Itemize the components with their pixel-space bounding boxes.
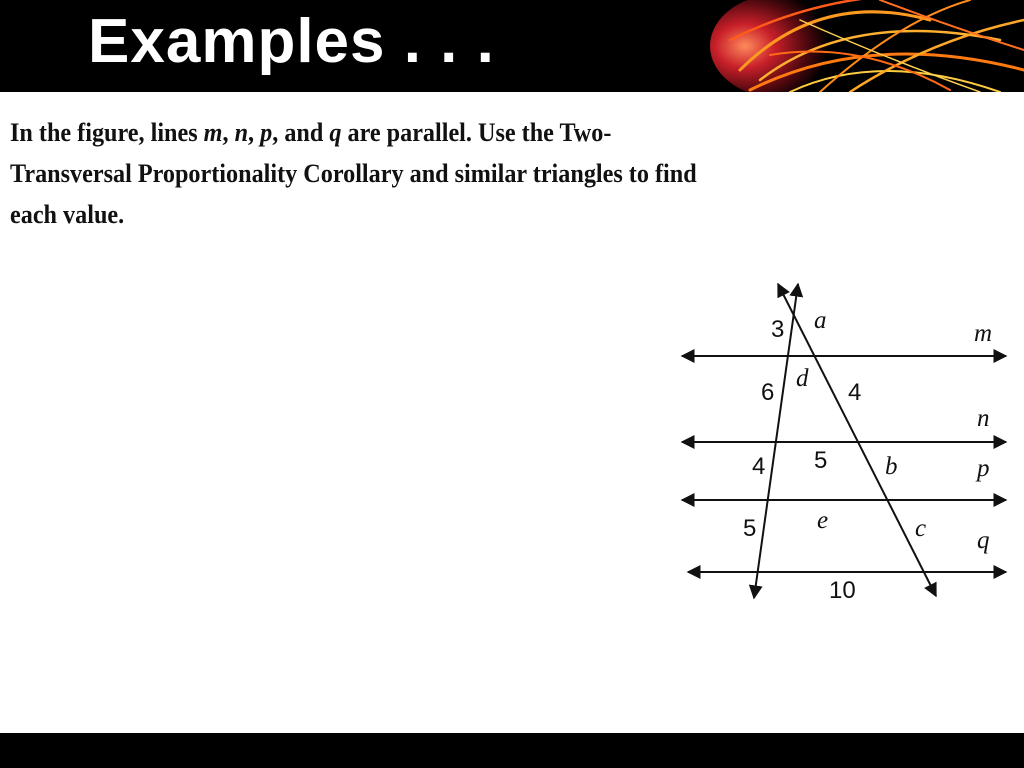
segment-label-5-interior: 5 [814,447,828,474]
var-n: n [234,118,249,147]
problem-text-part: , [248,118,261,147]
label-line-q: q [977,527,990,554]
slide-title: Examples . . . [88,7,495,76]
var-label-c: c [915,515,927,542]
segment-label-6: 6 [761,379,775,406]
var-label-a: a [814,307,827,334]
segment-label-4-right: 4 [848,379,862,406]
var-label-d: d [796,365,809,392]
segment-label-5: 5 [743,515,757,542]
right-transversal [778,284,936,596]
var-label-e: e [817,507,829,534]
segment-label-10: 10 [829,577,856,604]
footer-bar [0,733,1024,768]
var-label-b: b [885,453,898,480]
problem-text-part: , [222,118,235,147]
var-m: m [203,118,223,147]
var-q: q [329,118,342,147]
problem-text-part: are parallel. Use the Two-Transversal Proportionality Corollary and similar triangles to find each value. [10,118,697,229]
fireworks-decoration-icon [700,0,1024,92]
problem-statement [10,112,698,235]
segment-label-3: 3 [771,316,785,343]
slide-header [0,0,1024,92]
problem-text-part: , and [272,118,330,147]
parallel-lines-figure [672,278,1024,618]
var-p: p [260,118,273,147]
problem-text-part: In the figure, lines [10,118,204,147]
label-line-n: n [977,405,990,432]
label-line-p: p [977,455,990,482]
label-line-m: m [974,320,993,347]
segment-label-4: 4 [752,453,766,480]
slide-content [0,92,1024,733]
